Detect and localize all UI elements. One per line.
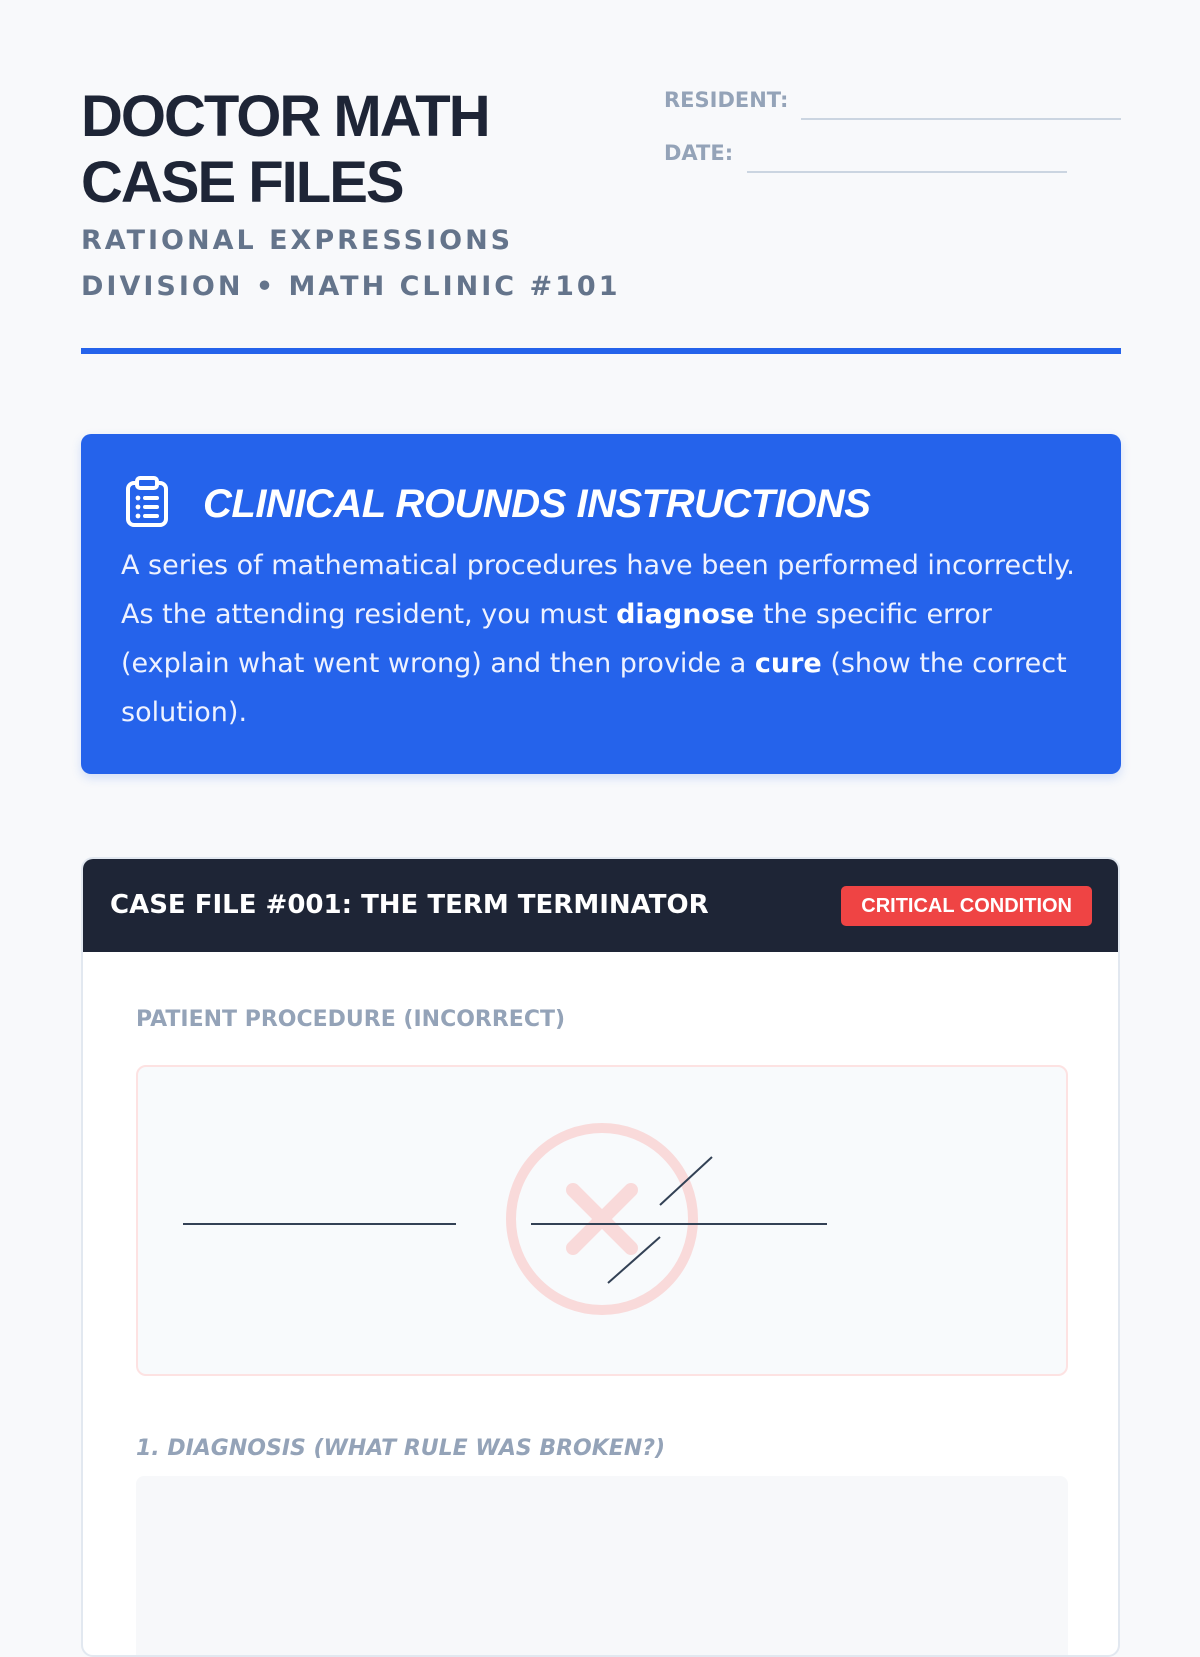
status-badge: CRITICAL CONDITION [841, 886, 1092, 926]
procedure-label: PATIENT PROCEDURE (INCORRECT) [136, 1007, 566, 1032]
instructions-title: CLINICAL ROUNDS INSTRUCTIONS [203, 482, 871, 526]
date-label: DATE: [664, 141, 734, 165]
date-line[interactable] [747, 171, 1067, 173]
instructions-panel [81, 434, 1121, 774]
case-file-card [81, 857, 1120, 1657]
diagnosis-answer-area[interactable] [136, 1476, 1068, 1657]
instructions-text: A series of mathematical procedures have been performed incorrectly. As the attending resident, you must diagnose the specific error (explain what went wrong) and then provide a cure (show the correct solution). [121, 550, 1075, 728]
error-x-icon [511, 1128, 693, 1310]
resident-line[interactable] [801, 118, 1121, 120]
procedure-box [136, 1065, 1068, 1376]
page-title: DOCTOR MATH CASE FILES [81, 84, 489, 215]
cure-emphasis: cure [754, 648, 822, 679]
resident-label: RESIDENT: [664, 88, 789, 112]
page-subtitle: RATIONAL EXPRESSIONS DIVISION • MATH CLINIC #101 [81, 225, 621, 302]
diagnose-emphasis: diagnose [616, 599, 755, 630]
diagnosis-label: 1. DIAGNOSIS (WHAT RULE WAS BROKEN?) [136, 1436, 666, 1461]
procedure-figure [138, 1067, 1066, 1374]
clipboard-icon [125, 476, 169, 533]
case-file-header [83, 859, 1118, 952]
header-divider [81, 348, 1121, 354]
case-file-title: CASE FILE #001: THE TERM TERMINATOR [110, 890, 709, 920]
